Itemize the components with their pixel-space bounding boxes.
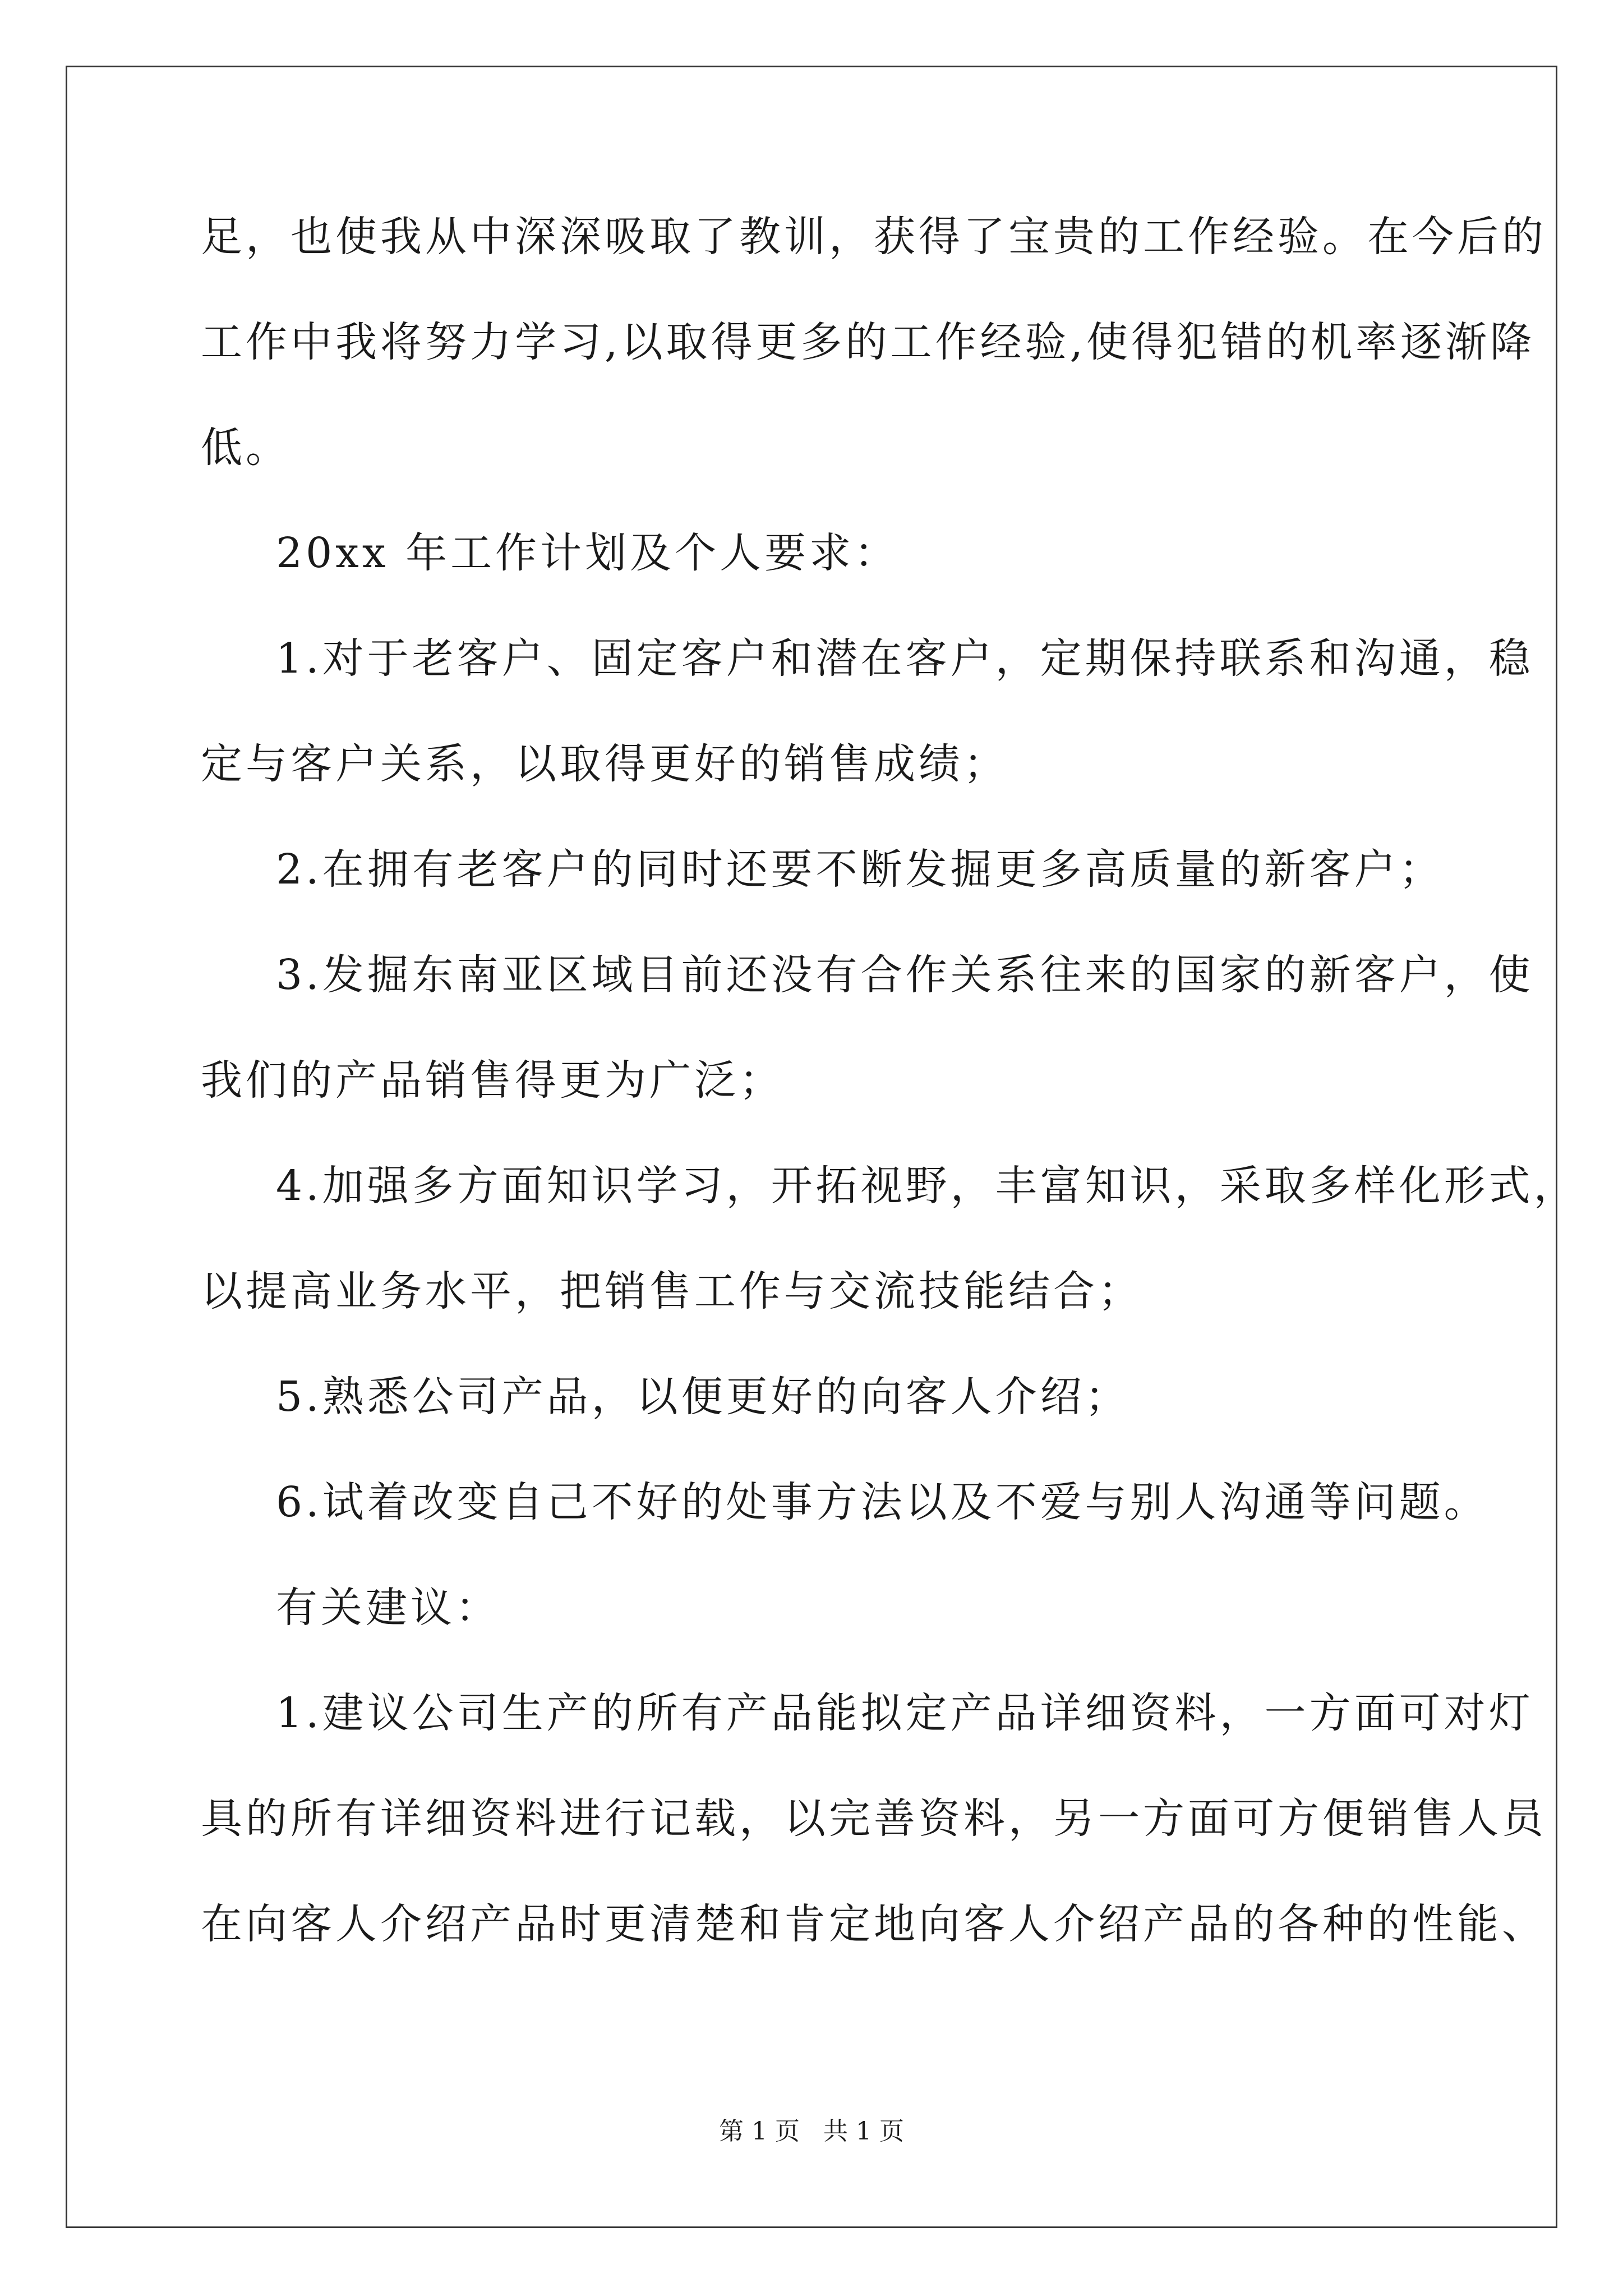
- text-line: 6.试着改变自己不好的处事方法以及不爱与别人沟通等问题。: [276, 1478, 1489, 1526]
- page-number-footer: 第 1 页 共 1 页: [719, 2117, 904, 2146]
- text-line: 足，也使我从中深深吸取了教训，获得了宝贵的工作经验。在今后的: [201, 213, 1547, 261]
- text-line: 5.熟悉公司产品，以便更好的向客人介绍；: [276, 1373, 1130, 1421]
- text-line: 1.建议公司生产的所有产品能拟定产品详细资料，一方面可对灯: [276, 1689, 1534, 1737]
- text-line: 3.发掘东南亚区域目前还没有合作关系往来的国家的新客户，使: [276, 951, 1534, 999]
- text-line: 在向客人介绍产品时更清楚和肯定地向客人介绍产品的各种的性能、: [201, 1900, 1547, 1948]
- text-line: 定与客户关系，以取得更好的销售成绩；: [201, 740, 1008, 788]
- text-line: 低。: [201, 424, 291, 472]
- text-line: 有关建议：: [276, 1584, 500, 1632]
- text-line: 我们的产品销售得更为广泛；: [201, 1056, 784, 1105]
- text-line: 以提高业务水平，把销售工作与交流技能结合；: [201, 1267, 1143, 1315]
- text-line: 20xx 年工作计划及个人要求：: [276, 529, 900, 577]
- text-line: 2.在拥有老客户的同时还要不断发掘更多高质量的新客户；: [276, 845, 1444, 894]
- text-line: 1.对于老客户、固定客户和潜在客户，定期保持联系和沟通，稳: [276, 634, 1534, 683]
- text-line: 工作中我将努力学习,以取得更多的工作经验,使得犯错的机率逐渐降: [201, 318, 1536, 366]
- text-line: 具的所有详细资料进行记载，以完善资料，另一方面可方便销售人员: [201, 1795, 1547, 1843]
- text-line: 4.加强多方面知识学习，开拓视野，丰富知识，采取多样化形式，: [276, 1162, 1579, 1210]
